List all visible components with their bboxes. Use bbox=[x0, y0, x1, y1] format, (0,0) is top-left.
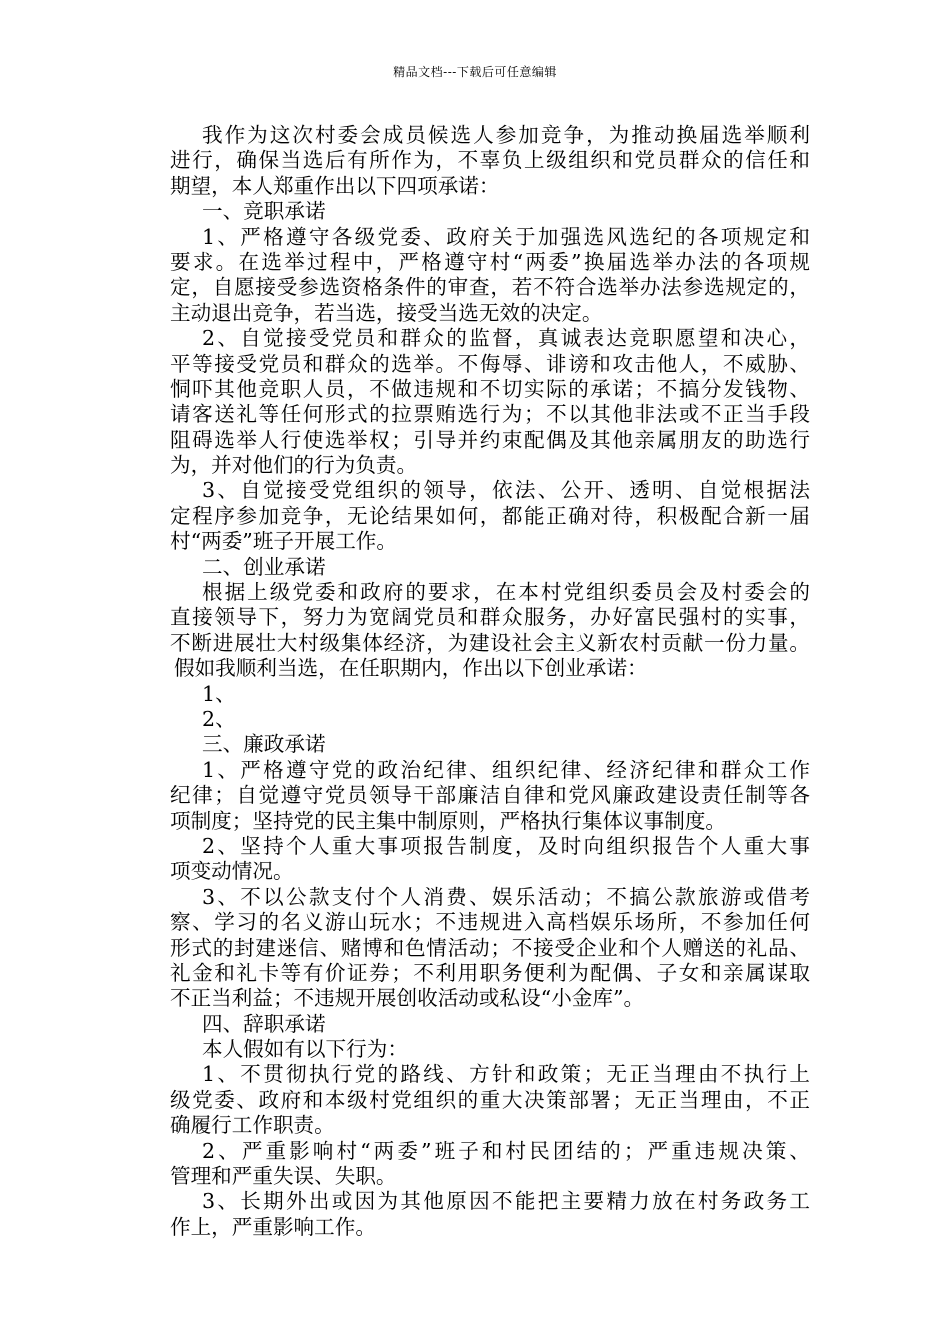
text-line: 二、创业承诺 bbox=[202, 554, 326, 579]
text-line: 2、坚持个人重大事项报告制度，及时向组织报告个人重大事 bbox=[202, 833, 810, 858]
text-line: 2、严重影响村“两委”班子和村民团结的；严重违规决策、 bbox=[202, 1138, 810, 1163]
text-line: 不断进展壮大村级集体经济，为建设社会主义新农村贡献一份力量。 bbox=[170, 630, 810, 655]
text-line: 阻碍选举人行使选举权；引导并约束配偶及其他亲属朋友的助选行 bbox=[170, 427, 810, 452]
text-line: 定程序参加竞争，无论结果如何，都能正确对待，积极配合新一届 bbox=[170, 503, 810, 528]
text-line: 2、 bbox=[202, 706, 236, 731]
text-line: 期望，本人郑重作出以下四项承诺： bbox=[170, 173, 500, 198]
text-line: 1、不贯彻执行党的路线、方针和政策；无正当理由不执行上 bbox=[202, 1062, 810, 1087]
text-line: 三、廉政承诺 bbox=[202, 732, 326, 757]
text-line: 定，自愿接受参选资格条件的审查，若不符合选举办法参选规定的， bbox=[170, 275, 810, 300]
text-line: 确履行工作职责。 bbox=[170, 1113, 335, 1138]
text-line: 恫吓其他竞职人员，不做违规和不切实际的承诺；不搞分发钱物、 bbox=[170, 376, 810, 401]
text-line: 级党委、政府和本级村党组织的重大决策部署；无正当理由，不正 bbox=[170, 1087, 810, 1112]
text-line: 一、竞职承诺 bbox=[202, 199, 326, 224]
text-line: 请客送礼等任何形式的拉票贿选行为；不以其他非法或不正当手段 bbox=[170, 402, 810, 427]
text-line: 我作为这次村委会成员候选人参加竞争，为推动换届选举顺利 bbox=[202, 123, 810, 147]
text-line: 村“两委”班子开展工作。 bbox=[170, 529, 397, 554]
page-header: 精品文档---下载后可任意编辑 bbox=[393, 65, 557, 79]
text-line: 要求。在选举过程中，严格遵守村“两委”换届选举办法的各项规 bbox=[170, 249, 810, 274]
text-line: 3、不以公款支付个人消费、娱乐活动；不搞公款旅游或借考 bbox=[202, 884, 810, 909]
text-line: 四、辞职承诺 bbox=[202, 1011, 326, 1036]
text-line: 项变动情况。 bbox=[170, 859, 294, 884]
text-line: 察、学习的名义游山玩水；不违规进入高档娱乐场所，不参加任何 bbox=[170, 910, 810, 935]
text-line: 1、严格遵守党的政治纪律、组织纪律、经济纪律和群众工作 bbox=[202, 757, 810, 782]
text-line: 进行，确保当选后有所作为，不辜负上级组织和党员群众的信任和 bbox=[170, 148, 810, 173]
text-line: 1、严格遵守各级党委、政府关于加强选风选纪的各项规定和 bbox=[202, 224, 810, 249]
text-line: 作上，严重影响工作。 bbox=[170, 1214, 376, 1239]
text-line: 为，并对他们的行为负责。 bbox=[170, 453, 418, 478]
text-line: 根据上级党委和政府的要求，在本村党组织委员会及村委会的 bbox=[202, 580, 810, 605]
text-line: 主动退出竞争，若当选，接受当选无效的决定。 bbox=[170, 300, 603, 325]
text-line: 形式的封建迷信、赌博和色情活动；不接受企业和个人赠送的礼品、 bbox=[170, 935, 810, 960]
text-line: 2、自觉接受党员和群众的监督，真诚表达竞职愿望和决心， bbox=[202, 326, 810, 351]
text-line: 纪律；自觉遵守党员领导干部廉洁自律和党风廉政建设责任制等各 bbox=[170, 783, 810, 808]
document-body bbox=[170, 123, 810, 1240]
text-line: 直接领导下，努力为宽阔党员和群众服务，办好富民强村的实事， bbox=[170, 605, 810, 630]
text-line: 1、 bbox=[202, 681, 236, 706]
text-line: 平等接受党员和群众的选举。不侮辱、诽谤和攻击他人，不威胁、 bbox=[170, 351, 810, 376]
text-line: 3、自觉接受党组织的领导，依法、公开、透明、自觉根据法 bbox=[202, 478, 810, 503]
text-line: 礼金和礼卡等有价证券；不利用职务便利为配偶、子女和亲属谋取 bbox=[170, 960, 810, 985]
text-line: 本人假如有以下行为： bbox=[202, 1037, 408, 1062]
text-line: 假如我顺利当选，在任职期内，作出以下创业承诺： bbox=[174, 656, 648, 681]
text-line: 不正当利益；不违规开展创收活动或私设“小金库”。 bbox=[170, 986, 645, 1011]
text-line: 3、长期外出或因为其他原因不能把主要精力放在村务政务工 bbox=[202, 1189, 810, 1214]
text-line: 管理和严重失误、失职。 bbox=[170, 1164, 397, 1189]
text-line: 项制度；坚持党的民主集中制原则，严格执行集体议事制度。 bbox=[170, 808, 727, 833]
